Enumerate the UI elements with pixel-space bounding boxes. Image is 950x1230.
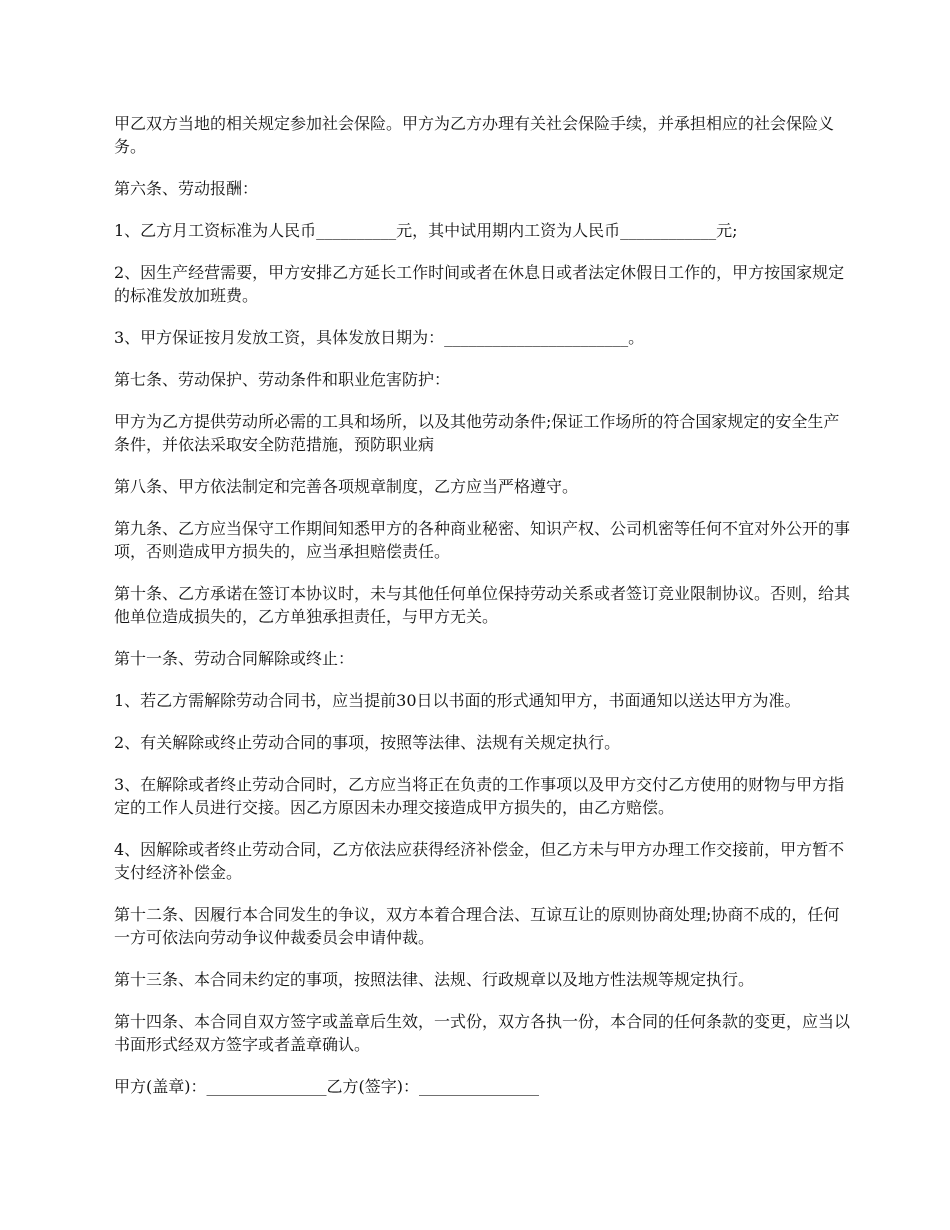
article-14: 第十四条、本合同自双方签字或盖章后生效，一式份，双方各执一份，本合同的任何条款的变更，应当以书面形式经双方签字或者盖章确认。 <box>114 1012 851 1054</box>
article-11-clause-2: 2、有关解除或终止劳动合同的事项，按照等法律、法规有关规定执行。 <box>114 733 621 752</box>
article-6-clause-1: 1、乙方月工资标准为人民币__________元，其中试用期内工资为人民币____________元; <box>114 221 738 240</box>
article-6-clause-3: 3、甲方保证按月发放工资，具体发放日期为：_______________________。 <box>114 328 645 347</box>
article-11-clause-4: 4、因解除或者终止劳动合同，乙方依法应获得经济补偿金，但乙方未与甲方办理工作交接前，甲方暂不支付经济补偿金。 <box>114 840 845 882</box>
article-9: 第九条、乙方应当保守工作期间知悉甲方的各种商业秘密、知识产权、公司机密等任何不宜对外公开的事项，否则造成甲方损失的，应当承担赔偿责任。 <box>114 519 851 561</box>
article-10: 第十条、乙方承诺在签订本协议时，未与其他任何单位保持劳动关系或者签订竞业限制协议。否则，给其他单位造成损失的，乙方单独承担责任，与甲方无关。 <box>114 584 851 626</box>
article-11-heading: 第十一条、劳动合同解除或终止： <box>114 649 355 668</box>
article-11-clause-1: 1、若乙方需解除劳动合同书，应当提前30日以书面的形式通知甲方，书面通知以送达甲方为准。 <box>114 691 801 710</box>
article-11-clause-3: 3、在解除或者终止劳动合同时，乙方应当将正在负责的工作事项以及甲方交付乙方使用的财物与甲方指定的工作人员进行交接。因乙方原因未办理交接造成甲方损失的，由乙方赔偿。 <box>114 775 845 817</box>
article-13: 第十三条、本合同未约定的事项，按照法律、法规、行政规章以及地方性法规等规定执行。 <box>114 970 755 989</box>
document-page <box>114 112 854 1098</box>
signature-line: 甲方(盖章)：_______________乙方(签字)：_______________ <box>114 1077 539 1096</box>
article-12: 第十二条、因履行本合同发生的争议，双方本着合理合法、互谅互让的原则协商处理;协商不成的，任何一方可依法向劳动争议仲裁委员会申请仲裁。 <box>114 905 840 947</box>
article-6-heading: 第六条、劳动报酬： <box>114 179 259 198</box>
social-insurance-paragraph: 甲乙双方当地的相关规定参加社会保险。甲方为乙方办理有关社会保险手续，并承担相应的社会保险义务。 <box>114 114 835 156</box>
article-7-body: 甲方为乙方提供劳动所必需的工具和场所，以及其他劳动条件;保证工作场所的符合国家规定的安全生产条件，并依法采取安全防范措施，预防职业病 <box>114 412 840 454</box>
article-7-heading: 第七条、劳动保护、劳动条件和职业危害防护： <box>114 370 451 389</box>
article-6-clause-2: 2、因生产经营需要，甲方安排乙方延长工作时间或者在休息日或者法定休假日工作的，甲方按国家规定的标准发放加班费。 <box>114 263 845 305</box>
article-8: 第八条、甲方依法制定和完善各项规章制度，乙方应当严格遵守。 <box>114 477 579 496</box>
